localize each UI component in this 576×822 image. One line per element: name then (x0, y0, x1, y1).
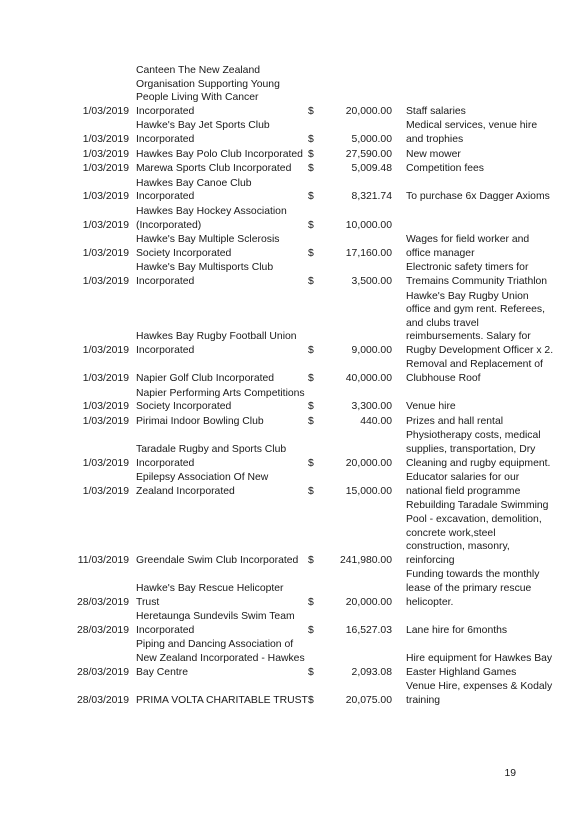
grant-amount: 10,000.00 (345, 219, 392, 231)
table-row (62, 261, 554, 289)
grant-amount: 9,000.00 (351, 344, 392, 356)
grant-date: 28/03/2019 (76, 596, 129, 608)
grant-purpose: Hawke's Bay Rugby Union office and gym rent. Referees, and clubs travel reimbursements. Salary for Rugby Development Officer x 2. (406, 290, 554, 356)
grant-purpose: Lane hire for 6months (406, 624, 508, 636)
grant-organisation: Napier Golf Club Incorporated (136, 373, 275, 385)
grant-currency: $ (308, 163, 314, 175)
grant-date: 11/03/2019 (77, 554, 129, 566)
grant-date: 1/03/2019 (82, 219, 129, 231)
grant-date: 1/03/2019 (82, 457, 129, 469)
grant-organisation: Marewa Sports Club Incorporated (136, 163, 292, 175)
grant-currency: $ (308, 415, 314, 427)
table-row (62, 64, 554, 119)
grant-organisation: PRIMA VOLTA CHARITABLE TRUST (136, 694, 308, 706)
grant-purpose: Wages for field worker and office manager (406, 234, 530, 259)
grants-table (62, 64, 554, 708)
grant-organisation: Greendale Swim Club Incorporated (136, 554, 299, 566)
grant-amount: 20,000.00 (345, 596, 392, 608)
grant-currency: $ (308, 401, 314, 413)
grant-organisation: Canteen The New Zealand Organisation Supporting Young People Living With Cancer Incorporated (136, 65, 280, 117)
grant-currency: $ (308, 596, 314, 608)
grant-currency: $ (308, 554, 314, 566)
grant-date: 28/03/2019 (76, 694, 129, 706)
grant-purpose: To purchase 6x Dagger Axioms (406, 191, 550, 203)
grant-organisation: Hawke's Bay Jet Sports Club Incorporated (136, 120, 270, 145)
table-row (62, 638, 554, 680)
grant-purpose: Removal and Replacement of Clubhouse Roof (406, 359, 543, 385)
grant-currency: $ (308, 148, 314, 160)
table-row (62, 471, 554, 499)
table-row (62, 162, 554, 177)
table-row (62, 499, 554, 568)
grant-purpose: Medical services, venue hire and trophies (406, 120, 538, 145)
grant-purpose: Staff salaries (406, 105, 466, 117)
grant-currency: $ (308, 344, 314, 356)
grant-purpose: Educator salaries for our national field programme (406, 472, 521, 497)
grant-purpose: New mower (406, 148, 461, 160)
grant-currency: $ (308, 373, 314, 385)
grant-amount: 3,300.00 (351, 401, 392, 413)
grant-date: 1/03/2019 (82, 133, 129, 145)
grant-currency: $ (308, 624, 314, 636)
grant-amount: 15,000.00 (345, 485, 392, 497)
table-row (62, 387, 554, 415)
grant-date: 1/03/2019 (82, 105, 129, 117)
table-row (62, 233, 554, 261)
grant-currency: $ (308, 694, 314, 706)
grant-date: 1/03/2019 (82, 275, 129, 287)
grant-purpose: Rebuilding Taradale Swimming Pool - excavation, demolition, concrete work,steel construction, masonry, reinforcing (406, 500, 549, 566)
table-row (62, 290, 554, 359)
grant-currency: $ (308, 133, 314, 145)
grant-purpose: Electronic safety timers for Tremains Community Triathlon (406, 262, 548, 287)
grant-purpose (406, 205, 554, 233)
grant-organisation: Hawke's Bay Rescue Helicopter Trust (136, 582, 284, 608)
grant-amount: 8,321.74 (351, 191, 392, 203)
grant-date: 1/03/2019 (82, 148, 129, 160)
grant-amount: 20,000.00 (345, 105, 392, 117)
grant-purpose: Prizes and hall rental (406, 415, 504, 427)
grant-amount: 5,009.48 (351, 163, 392, 175)
grant-date: 1/03/2019 (82, 415, 129, 427)
grant-organisation: Taradale Rugby and Sports Club Incorporated (136, 444, 287, 469)
grant-date: 28/03/2019 (76, 624, 129, 636)
grant-amount: 20,075.00 (345, 694, 392, 706)
grants-table-body (62, 64, 554, 708)
grant-amount: 440.00 (360, 415, 392, 427)
grant-date: 1/03/2019 (82, 247, 129, 259)
table-row (62, 205, 554, 233)
grant-amount: 241,980.00 (339, 554, 392, 566)
grant-amount: 5,000.00 (351, 133, 392, 145)
grant-purpose: Hire equipment for Hawkes Bay Easter Highland Games (406, 652, 553, 678)
grant-currency: $ (308, 666, 314, 678)
grant-date: 1/03/2019 (82, 401, 129, 413)
grant-organisation: Hawkes Bay Polo Club Incorporated (136, 148, 303, 160)
table-row (62, 148, 554, 163)
grant-purpose: Venue hire (406, 401, 456, 413)
grant-currency: $ (308, 191, 314, 203)
grant-purpose: Venue Hire, expenses & Kodaly training (406, 681, 553, 706)
table-row (62, 177, 554, 205)
table-row (62, 119, 554, 147)
grant-currency: $ (308, 105, 314, 117)
grant-amount: 17,160.00 (345, 247, 392, 259)
grant-purpose: Funding towards the monthly lease of the primary rescue helicopter. (406, 569, 540, 608)
grant-date: 1/03/2019 (82, 485, 129, 497)
grant-amount: 16,527.03 (345, 624, 392, 636)
grant-organisation: Hawkes Bay Hockey Association (Incorporated) (136, 205, 287, 231)
grant-purpose: Competition fees (406, 163, 484, 175)
table-row (62, 415, 554, 430)
grant-currency: $ (308, 485, 314, 497)
grant-organisation: Pirimai Indoor Bowling Club (136, 415, 264, 427)
grant-date: 1/03/2019 (82, 163, 129, 175)
grant-amount: 2,093.08 (351, 666, 392, 678)
grant-organisation: Piping and Dancing Association of New Zealand Incorporated - Hawkes Bay Centre (136, 639, 305, 678)
table-row (62, 358, 554, 386)
grant-organisation: Napier Performing Arts Competitions Society Incorporated (136, 387, 305, 413)
grant-date: 1/03/2019 (82, 191, 129, 203)
grant-organisation: Epilepsy Association Of New Zealand Incorporated (136, 472, 269, 497)
grant-date: 1/03/2019 (82, 344, 129, 356)
grant-amount: 40,000.00 (345, 373, 392, 385)
grant-date: 28/03/2019 (76, 666, 129, 678)
page-number: 19 (504, 768, 516, 779)
grant-organisation: Hawke's Bay Multiple Sclerosis Society Incorporated (136, 234, 280, 259)
grant-amount: 20,000.00 (345, 457, 392, 469)
table-row (62, 610, 554, 638)
grant-organisation: Hawkes Bay Rugby Football Union Incorporated (136, 331, 297, 356)
grant-date: 1/03/2019 (82, 373, 129, 385)
grant-currency: $ (308, 219, 314, 231)
grant-amount: 3,500.00 (351, 275, 392, 287)
grant-organisation: Hawkes Bay Canoe Club Incorporated (136, 177, 252, 203)
grant-purpose: Physiotherapy costs, medical supplies, transportation, Dry Cleaning and rugby equipment. (406, 430, 551, 469)
grant-organisation: Hawke's Bay Multisports Club Incorporated (136, 262, 274, 287)
grant-organisation: Heretaunga Sundevils Swim Team Incorporated (136, 611, 295, 636)
grant-currency: $ (308, 247, 314, 259)
table-row (62, 429, 554, 471)
table-row (62, 568, 554, 610)
grant-currency: $ (308, 457, 314, 469)
grant-currency: $ (308, 275, 314, 287)
grant-amount: 27,590.00 (345, 148, 392, 160)
table-row (62, 680, 554, 708)
